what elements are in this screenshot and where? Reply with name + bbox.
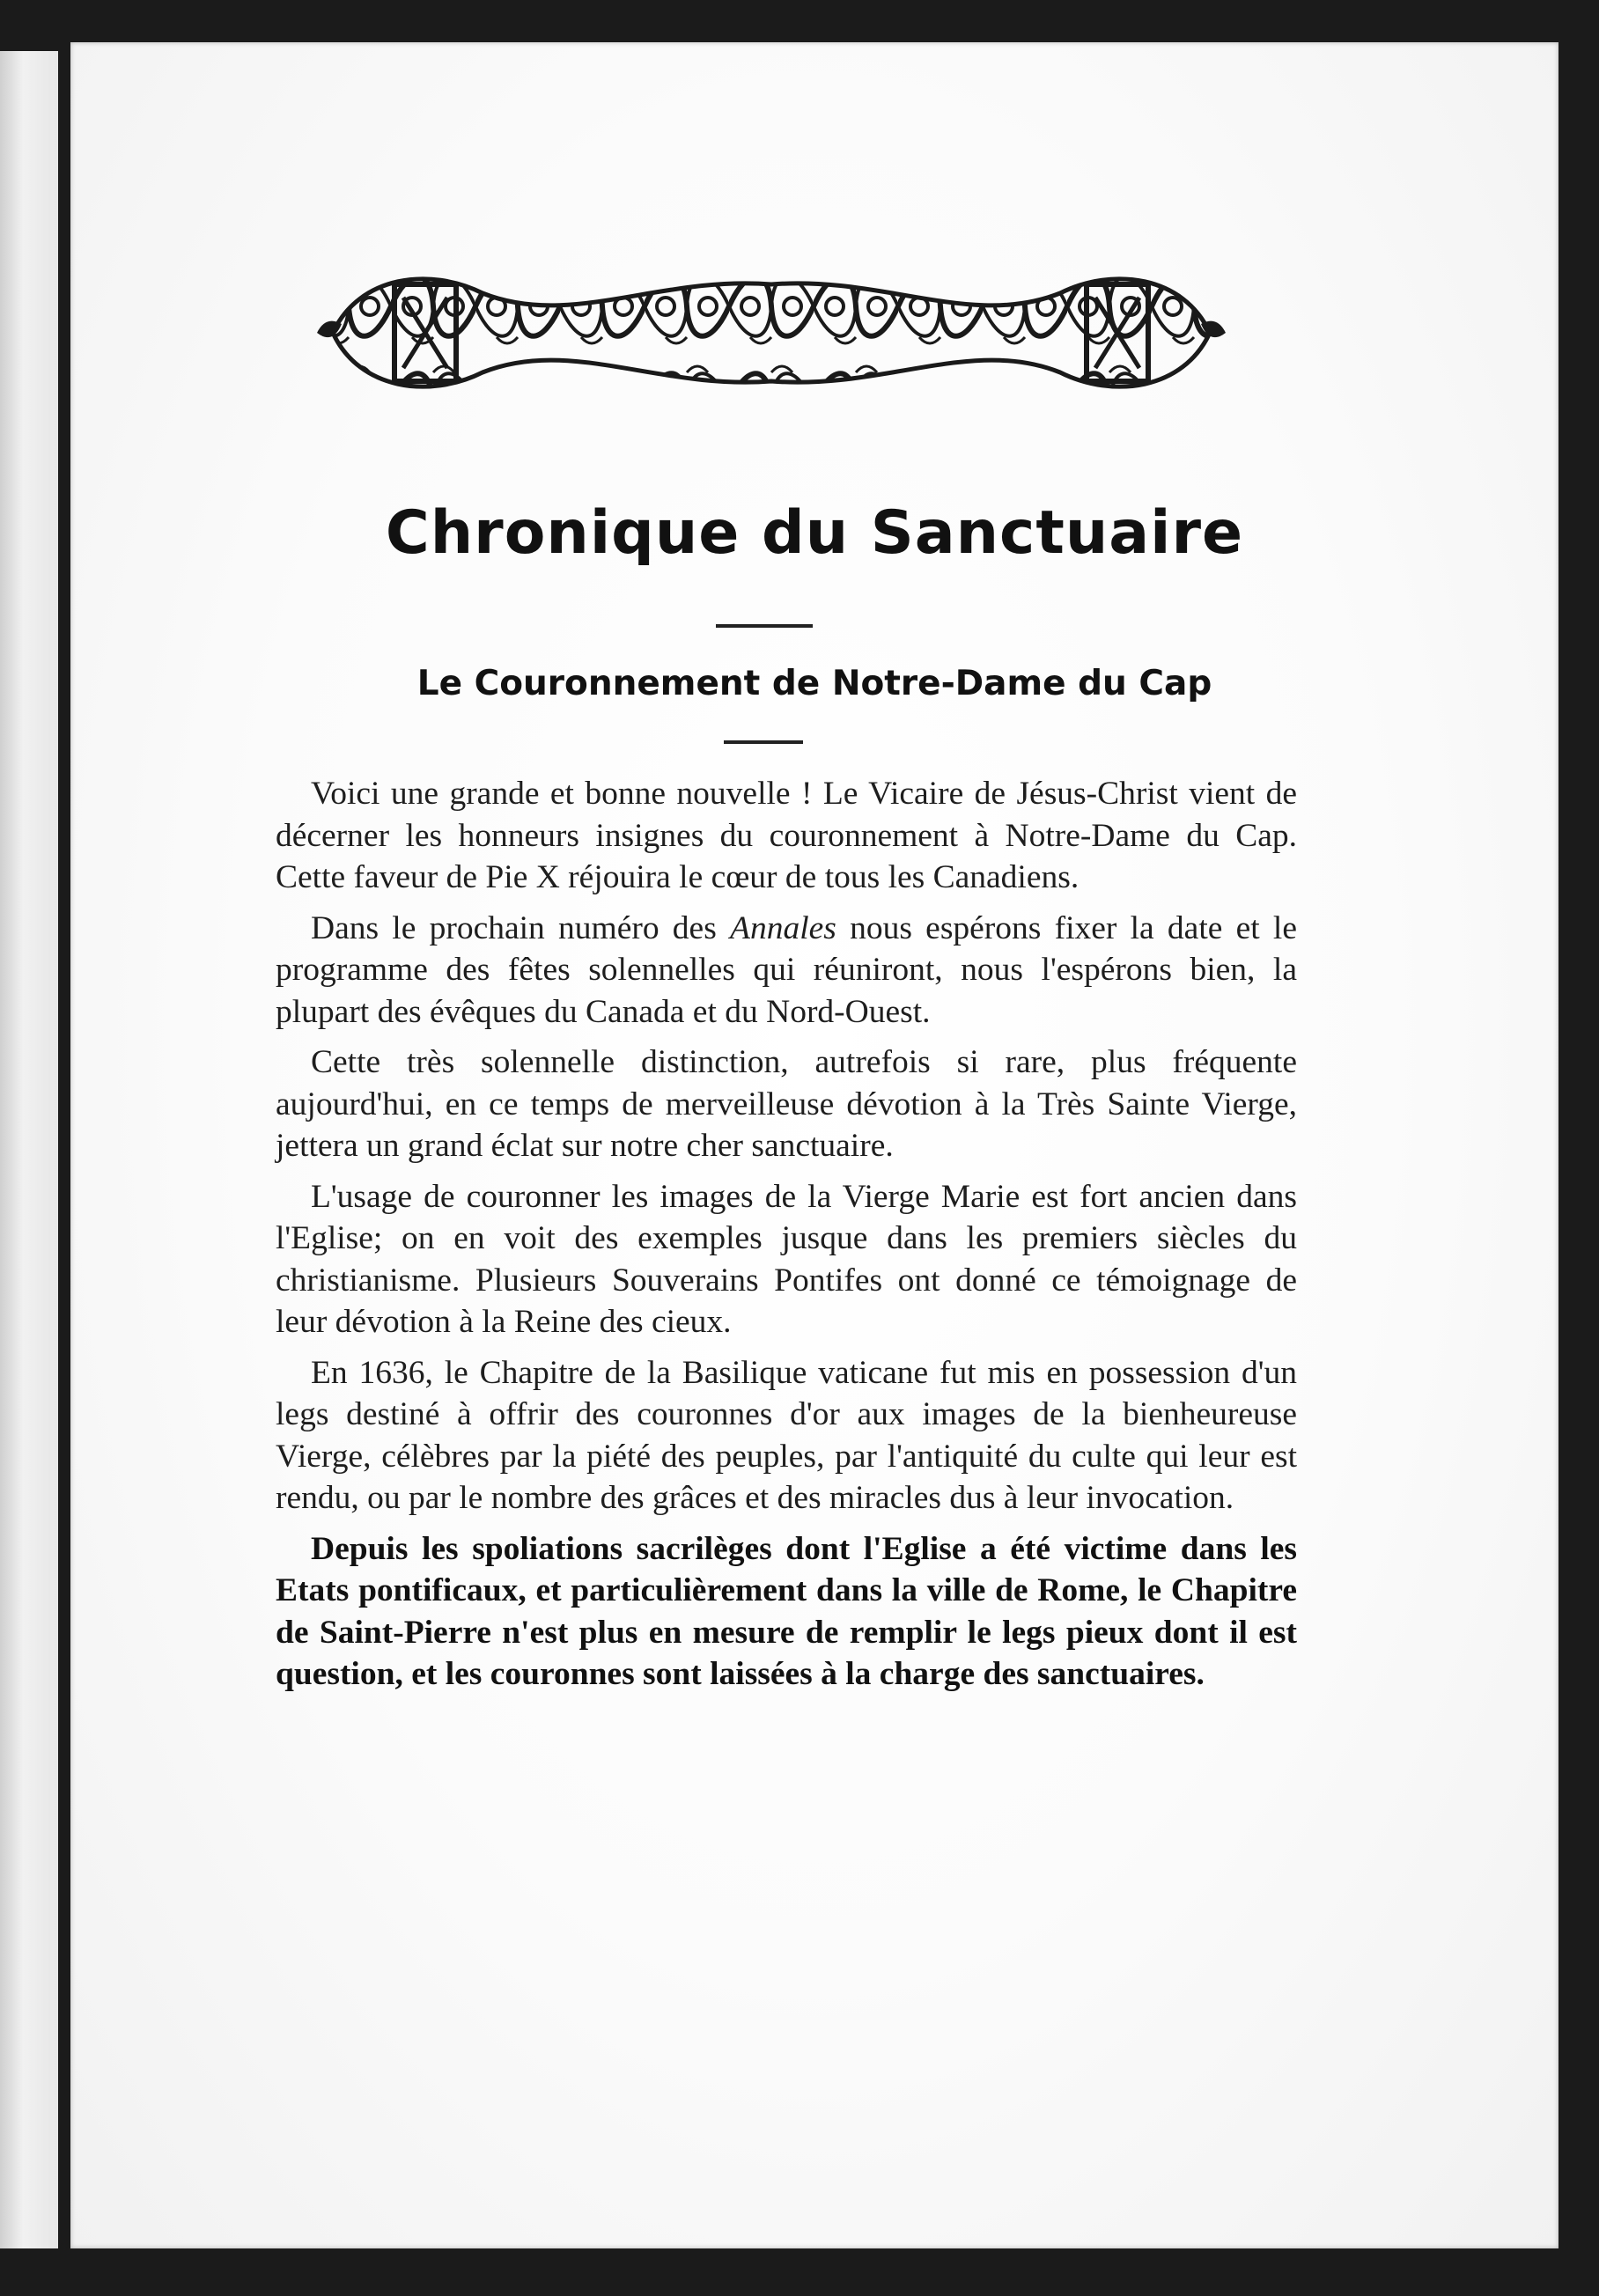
- celtic-knot-ornament-icon: [306, 258, 1236, 408]
- section-heading: Le Couronnement de Notre-Dame du Cap: [416, 664, 1212, 703]
- facing-page-edge: [0, 51, 58, 2248]
- page-title: Chronique du Sanctuaire: [385, 498, 1244, 568]
- heading-divider: [724, 740, 803, 744]
- paragraph-text: nous espérons fixer la date et le programme des fêtes solennelles qui réuniront, nous l'espérons bien, la plupart des évêques du Canada et du Nord-Ouest.: [276, 909, 1297, 1030]
- article-body: [276, 773, 1297, 1704]
- title-divider: [716, 624, 813, 628]
- paragraph: [276, 908, 1297, 1034]
- paragraph: En 1636, le Chapitre de la Basilique vaticane fut mis en possession d'un legs destiné à offrir des couronnes d'or aux images de la bienheureuse Vierge, célèbres par la piété des peuples, par l'antiquité du culte qui leur est rendu, ou par le nombre des grâces et des miracles dus à leur invocation.: [276, 1354, 1297, 1516]
- paragraph: Voici une grande et bonne nouvelle ! Le Vicaire de Jésus-Christ vient de décerner les honneurs insignes du couronnement à Notre-Dame du Cap. Cette faveur de Pie X réjouira le cœur de tous les Canadiens.: [276, 776, 1297, 895]
- book-page: [70, 42, 1558, 2248]
- paragraph: Cette très solennelle distinction, autrefois si rare, plus fréquente aujourd'hui, en ce temps de merveilleuse dévotion à la Très Sainte Vierge, jettera un grand éclat sur notre cher sanctuaire.: [276, 1044, 1297, 1164]
- paragraph-text: Dans le prochain numéro des: [311, 909, 731, 946]
- paragraph: L'usage de couronner les images de la Vierge Marie est fort ancien dans l'Eglise; on en voit des exemples jusque dans les premiers siècles du christianisme. Plusieurs Souverains Pontifes ont donné ce témoignage de leur dévotion à la Reine des cieux.: [276, 1178, 1297, 1340]
- publication-title: Annales: [730, 909, 836, 946]
- paragraph: Depuis les spoliations sacrilèges dont l'Eglise a été victime dans les Etats pontificaux, et particulièrement dans la ville de Rome, le Chapitre de Saint-Pierre n'est plus en mesure de remplir le legs pieux dont il est question, et les couronnes sont laissées à la charge des sanctuaires.: [276, 1530, 1297, 1692]
